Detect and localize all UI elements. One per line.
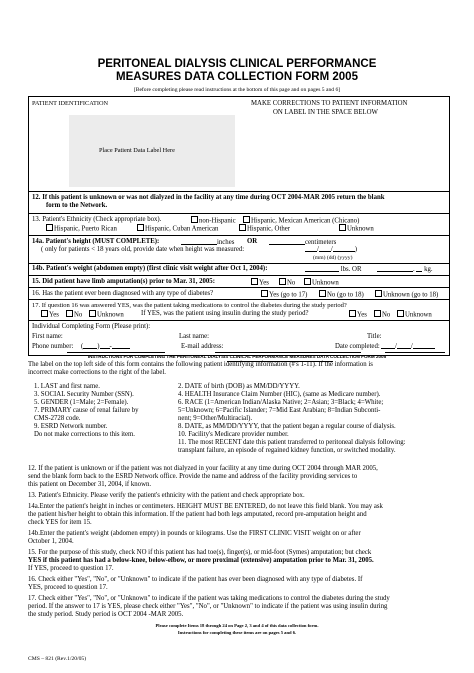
list-item: nent; 9=Other/Multiracial). <box>178 415 253 422</box>
q14a-date-format: (mm) (dd) (yyyy) <box>313 255 353 261</box>
checkbox[interactable] <box>41 310 48 317</box>
list-item: 15. For the purpose of this study, check NO if this patient has had toe(s), finger(s), or mid-foot (Symes) amputation; but check <box>28 549 372 556</box>
list-item: 16. Check either "Yes", "No", or "Unknown" to indicate if the patient has ever been diagnosed with any type of diabetes. If <box>28 576 363 583</box>
list-item: 4. HEALTH Insurance Claim Number (HIC), (same as Medicare number). <box>178 391 381 398</box>
list-item: 11. The most RECENT date this patient transferred to peritoneal dialysis following: <box>178 439 406 446</box>
list-item: period. If the answer to 17 is YES, please check either "Yes", "No", or "Unknown" to indicate if the patient was using insulin during <box>28 603 388 610</box>
form-title-line1: PERITONEAL DIALYSIS CLINICAL PERFORMANCE <box>97 58 377 70</box>
checkbox[interactable] <box>319 290 326 297</box>
divider <box>29 275 449 276</box>
checkbox[interactable] <box>239 224 246 231</box>
list-item: October 1, 2004. <box>28 538 74 545</box>
list-item: 2. DATE of birth (DOB) as MM/DD/YYYY. <box>178 383 300 390</box>
divider <box>29 263 449 264</box>
height-date-fields[interactable]: / / ) <box>305 245 357 254</box>
last-name-label: Last name: <box>179 333 210 340</box>
q17-insulin-unknown[interactable]: Unknown <box>397 310 432 320</box>
q16-option-yes[interactable]: Yes (go to 17) <box>261 290 307 300</box>
q13-option-unknown[interactable]: Unknown <box>339 224 374 234</box>
date-completed-label: Date completed: <box>335 343 380 350</box>
q15-option-unknown[interactable]: Unknown <box>304 278 339 288</box>
checkbox[interactable] <box>137 224 144 231</box>
q15-option-yes[interactable]: Yes <box>251 278 269 288</box>
checkbox[interactable] <box>191 216 198 223</box>
weight-lbs-field[interactable] <box>305 265 339 272</box>
list-item: this patient on December 31, 2004, if known. <box>28 481 152 488</box>
q17-option-no[interactable]: No <box>66 310 82 320</box>
q14b-weight-lbs: lbs. OR <box>305 265 361 274</box>
list-item: CMS-2728 code. <box>34 415 81 422</box>
divider <box>29 235 449 236</box>
list-item: 8. DATE, as MM/DD/YYYY, that the patient began a regular course of dialysis. <box>178 423 396 430</box>
instructions-intro-line1: The label on the top left side of this form contains the following patient identifying information (#'s 1-11). If the information is <box>28 361 373 368</box>
checkbox[interactable] <box>339 224 346 231</box>
list-item: If YES, proceed to question 17. <box>28 565 114 572</box>
list-item: the patient his/her height to obtain this information. If the patient had both legs amputated, record pre-amputation height and <box>28 511 367 518</box>
first-name-label: First name: <box>32 333 63 340</box>
list-item: 1. LAST and first name. <box>34 383 100 390</box>
list-item: YES, proceed to question 17. <box>28 584 108 591</box>
q17-insulin-yes[interactable]: Yes <box>349 310 367 320</box>
list-item: 13. Patient's Ethnicity. Please verify the patient's ethnicity with the patient and check appropriate box. <box>28 492 305 499</box>
q13-option-cuban-american[interactable]: Hispanic, Cuban American <box>137 224 218 234</box>
checkbox[interactable] <box>89 310 96 317</box>
patient-identification-label: PATIENT IDENTIFICATION <box>32 100 109 107</box>
checkbox[interactable] <box>66 310 73 317</box>
form-subtitle: [Before completing please read instructions at the bottom of this page and on pages 5 and 6] <box>133 87 341 93</box>
q12-text-line2: form to the Network. <box>46 202 108 209</box>
list-item: check YES for item 15. <box>28 519 92 526</box>
checkbox[interactable] <box>251 278 258 285</box>
checkbox[interactable] <box>46 224 53 231</box>
corrections-area[interactable] <box>251 121 445 185</box>
list-item: 17. Check either "Yes", "No", or "Unknown" to indicate if the patient was taking medications to control the diabetes during the study <box>28 595 390 602</box>
footer-note-line1: Please complete Items 18 through 24 on Page 2, 3 and 4 of this data collection form. <box>155 623 319 628</box>
phone-field[interactable]: ( ) - <box>81 342 130 351</box>
data-collection-form <box>28 96 450 356</box>
email-label: E-mail address: <box>181 343 224 350</box>
list-item: 5. GENDER (1=Male; 2=Female). <box>34 399 129 406</box>
checkbox[interactable] <box>304 278 311 285</box>
list-item: the study period. Study period is OCT 2004 -MAR 2005. <box>28 611 184 618</box>
corrections-instruction-line2: ON LABEL IN THE SPACE BELOW <box>273 109 378 116</box>
instructions-heading: INSTRUCTIONS FOR COMPLETING THE PERITONEAL DIALYSIS CLINICAL PERFORMANCE MEASURES DATA COLLECTION FORM 2005 <box>87 354 387 359</box>
list-item: YES if this patient has had a below-knee, below-elbow, or more proximal (extensive) amputation prior to Mar. 31, 2005. <box>28 557 374 564</box>
q13-option-hispanic-other[interactable]: Hispanic, Other <box>239 224 290 234</box>
q15-label: 15. Did patient have limb amputation(s) prior to Mar. 31, 2005: <box>32 278 215 285</box>
q14a-label: 14a. Patient's height (MUST COMPLETE): <box>32 238 160 245</box>
q16-label: 16. Has the patient ever been diagnosed with any type of diabetes? <box>32 290 214 297</box>
divider <box>29 213 449 214</box>
q17-insulin-question: If YES, was the patient using insulin during the study period? <box>141 310 309 317</box>
list-item: 6. RACE (1=American Indian/Alaska Native; 2=Asian; 3=Black; 4=White; <box>178 399 384 406</box>
divider <box>29 320 449 321</box>
q13-option-non-hispanic[interactable]: non-Hispanic <box>191 216 236 226</box>
checkbox[interactable] <box>243 216 250 223</box>
q15-option-no[interactable]: No <box>279 278 295 288</box>
label-placeholder-text: Place Patient Data Label Here <box>99 147 175 154</box>
q17-option-yes[interactable]: Yes <box>41 310 59 320</box>
instructions-intro-line2: incorrect make corrections to the right of the label. <box>28 369 166 376</box>
q14a-height-inches: inches <box>181 238 234 247</box>
q13-option-puerto-rican[interactable]: Hispanic, Puerto Rican <box>46 224 117 234</box>
checkbox[interactable] <box>349 310 356 317</box>
q14b-weight-kg: . kg. <box>377 265 433 274</box>
height-inches-field[interactable] <box>181 238 217 245</box>
checkbox[interactable] <box>279 278 286 285</box>
corrections-instruction-line1: MAKE CORRECTIONS TO PATIENT INFORMATION <box>251 100 408 107</box>
list-item: 10. Facility's Medicare provider number. <box>178 431 289 438</box>
list-item: 9. ESRD Network number. <box>34 423 108 430</box>
height-cm-field[interactable] <box>269 238 305 245</box>
q12-text-line1: 12. If this patient is unknown or was not dialyzed in the facility at any time during OCT 2004-MAR 2005 return the blank <box>32 194 385 201</box>
form-title-line2: MEASURES DATA COLLECTION FORM 2005 <box>116 71 358 83</box>
q16-option-no[interactable]: No (go to 18) <box>319 290 364 300</box>
weight-kg-field[interactable] <box>377 265 413 272</box>
list-item: 14b.Enter the patient's weight (abdomen empty) in pounds or kilograms. Use the FIRST CLINIC VISIT weight on or after <box>28 530 361 537</box>
q13-label: 13. Patient's Ethnicity (Check appropriate box). <box>32 216 162 223</box>
patient-label-area <box>69 115 235 187</box>
divider <box>29 191 449 192</box>
q13-option-mexican-american[interactable]: Hispanic, Mexican American (Chicano) <box>243 216 359 226</box>
title-label: Title: <box>367 333 382 340</box>
phone-label: Phone number: <box>32 343 74 350</box>
divider <box>29 299 449 300</box>
q17-text: 17. If question 16 was answered YES, was the patient taking medications to control the diabetes during the study period? <box>32 302 347 309</box>
q14a-height-cm: centimeters <box>269 238 336 247</box>
q14b-label: 14b. Patient's weight (abdomen empty) (first clinic visit weight after Oct 1, 2004): <box>32 265 268 272</box>
list-item: transplant failure, an episode of regained kidney function, or switched modality. <box>178 447 396 454</box>
checkbox[interactable] <box>375 290 382 297</box>
footer-note-line2: Instructions for completing these items are on pages 5 and 6. <box>177 630 297 635</box>
list-item: 14a.Enter the patient's height in inches or centimeters. HEIGHT MUST BE ENTERED, do not leave this field blank. You may ask <box>28 503 383 510</box>
checkbox[interactable] <box>374 310 381 317</box>
list-item: Do not make corrections to this item. <box>34 431 135 438</box>
list-item: 12. If the patient is unknown or if the patient was not dialyzed in your facility at any time during OCT 2004 through MAR 2005, <box>28 465 378 472</box>
form-id: CMS – 821 (Rev.1/20/05) <box>28 656 87 662</box>
checkbox[interactable] <box>397 310 404 317</box>
list-item: 3. SOCIAL Security Number (SSN). <box>34 391 134 398</box>
date-completed-field[interactable]: / / <box>381 342 435 351</box>
list-item: send the blank form back to the ESRD Network office. Provide the name and address of the facility providing services to <box>28 473 358 480</box>
list-item: 5=Unknown; 6=Pacific Islander; 7=Mid East Arabian; 8=Indian Subconti- <box>178 407 381 414</box>
divider <box>29 287 449 288</box>
q17-option-unknown[interactable]: Unknown <box>89 310 124 320</box>
list-item: 7. PRIMARY cause of renal failure by <box>34 407 139 414</box>
completer-heading: Individual Completing Form (Please print): <box>32 323 151 330</box>
q14a-note: ( only for patients < 18 years old, provide date when height was measured: <box>41 246 245 253</box>
q16-option-unknown[interactable]: Unknown (go to 18) <box>375 290 438 300</box>
q14a-or: OR <box>247 238 258 245</box>
q17-insulin-no[interactable]: No <box>374 310 390 320</box>
checkbox[interactable] <box>261 290 268 297</box>
